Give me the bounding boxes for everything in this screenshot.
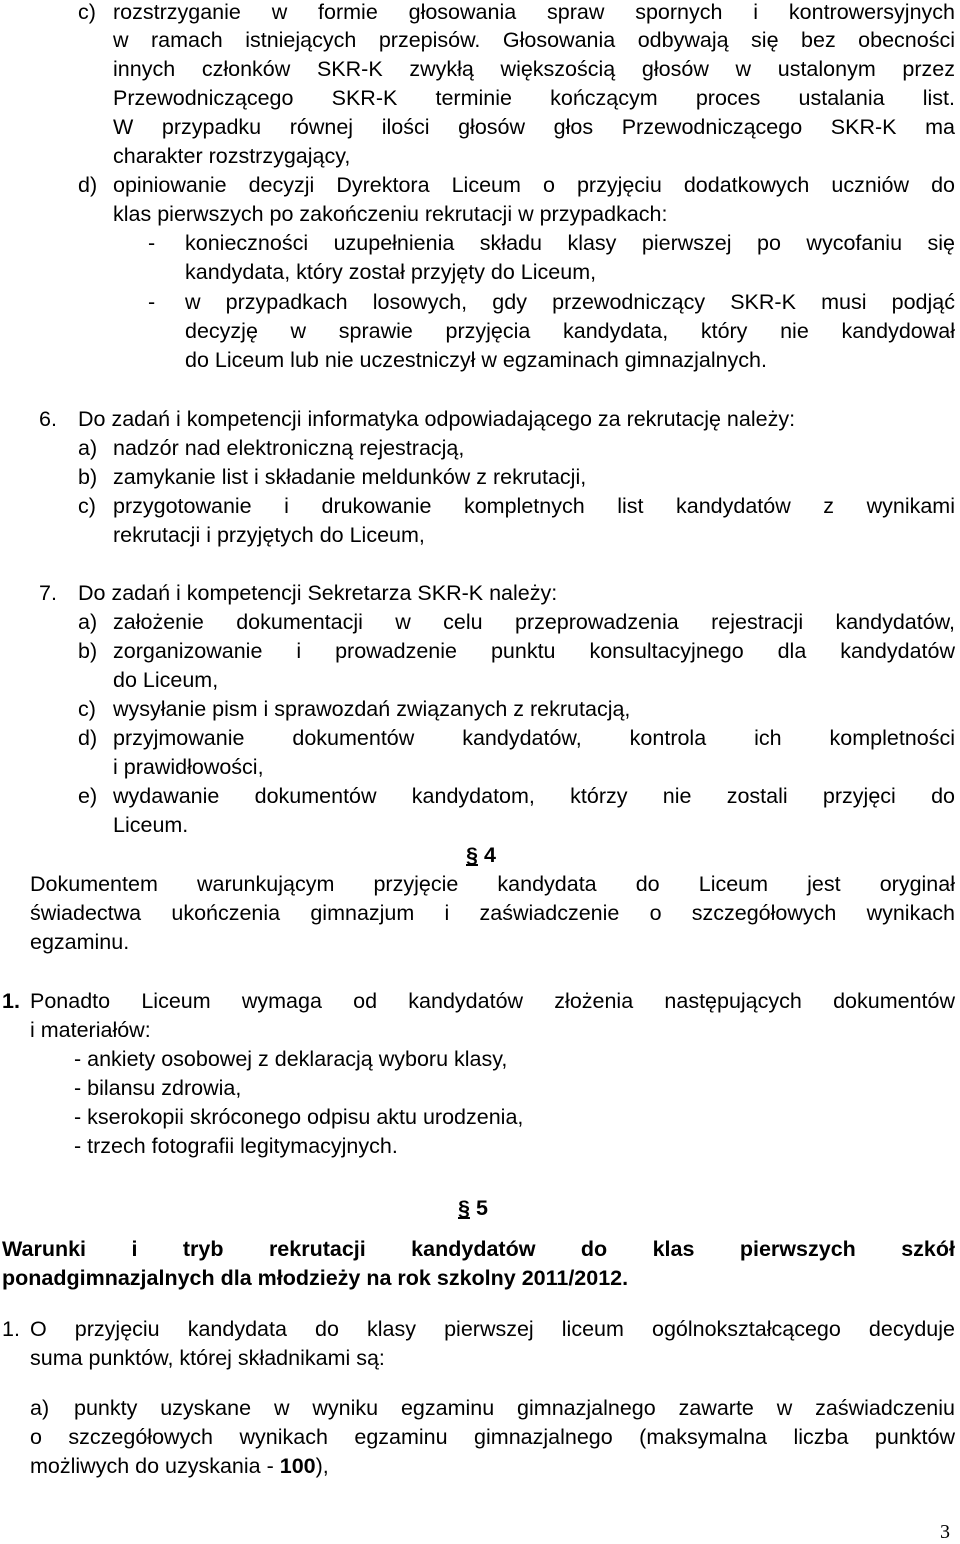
dash-marker: - [148, 290, 156, 314]
paragraph-line [30, 1452, 329, 1480]
paragraph-line: kandydata, który został przyjęty do Liceum, [185, 260, 597, 284]
paragraph-line: Dokumentem warunkującym przyjęcie kandydata do Liceum jest oryginał [30, 872, 955, 896]
list-item: - kserokopii skróconego odpisu aktu urodzenia, [74, 1105, 524, 1129]
list-item: - trzech fotografii legitymacyjnych. [74, 1134, 398, 1158]
paragraph-line: O przyjęciu kandydata do klasy pierwszej liceum ogólnokształcącego decyduje [30, 1317, 955, 1341]
list-item: i prawidłowości, [113, 755, 264, 779]
section-title: Warunki i tryb rekrutacji kandydatów do klas pierwszych szkół [2, 1237, 955, 1261]
paragraph-line: W przypadku równej ilości głosów głos Przewodniczącego SKR-K ma [113, 115, 955, 139]
paragraph-line: Do zadań i kompetencji informatyka odpowiadającego za rekrutację należy: [78, 407, 796, 431]
paragraph-line: w ramach istniejących przepisów. Głosowania odbywają się bez obecności [113, 28, 955, 52]
list-marker-b: b) [78, 639, 98, 663]
section-number: 4 [483, 843, 496, 867]
list-marker-b: b) [78, 465, 98, 489]
list-marker-a: a) [78, 610, 98, 634]
list-item: - bilansu zdrowia, [74, 1076, 242, 1100]
paragraph-line: rozstrzyganie w formie głosowania spraw spornych i kontrowersyjnych [113, 0, 955, 24]
paragraph-line: innych członków SKR-K zwykłą większością głosów w ustalonym przez [113, 57, 955, 81]
paragraph-line: konieczności uzupełnienia składu klasy pierwszej po wycofaniu się [185, 231, 955, 255]
section-heading [458, 1194, 488, 1222]
list-item: nadzór nad elektroniczną rejestracją, [113, 436, 465, 460]
paragraph-line: w przypadkach losowych, gdy przewodniczący SKR-K musi podjąć [185, 290, 955, 314]
paragraph-line: decyzję w sprawie przyjęcia kandydata, który nie kandydował [185, 319, 955, 343]
section-number: 5 [475, 1196, 488, 1220]
list-marker-e: e) [78, 784, 98, 808]
list-marker-d: d) [78, 726, 98, 750]
paragraph-line: i materiałów: [30, 1018, 151, 1042]
paragraph-line: Przewodniczącego SKR-K terminie kończącym proces ustalania list. [113, 86, 955, 110]
text-run: ), [315, 1454, 329, 1478]
paragraph-number: 6. [39, 407, 57, 431]
dash-marker: - [148, 231, 156, 255]
paragraph-line: klas pierwszych po zakończeniu rekrutacji w przypadkach: [113, 202, 668, 226]
list-item: rekrutacji i przyjętych do Liceum, [113, 523, 425, 547]
paragraph-line: o szczegółowych wynikach egzaminu gimnazjalnego (maksymalna liczba punktów [30, 1425, 955, 1449]
list-item: przygotowanie i drukowanie kompletnych list kandydatów z wynikami [113, 494, 955, 518]
list-item: zamykanie list i składanie meldunków z rekrutacji, [113, 465, 587, 489]
paragraph-line: Do zadań i kompetencji Sekretarza SKR-K należy: [78, 581, 558, 605]
list-marker-d: d) [78, 173, 98, 197]
list-item: wysyłanie pism i sprawozdań związanych z rekrutacją, [113, 697, 631, 721]
list-marker-a: a) [30, 1396, 50, 1420]
paragraph-line: punkty uzyskane w wyniku egzaminu gimnazjalnego zawarte w zaświadczeniu [74, 1396, 955, 1420]
paragraph-line: Ponadto Liceum wymaga od kandydatów złożenia następujących dokumentów [30, 989, 955, 1013]
list-item: - ankiety osobowej z deklaracją wyboru klasy, [74, 1047, 508, 1071]
page-number: 3 [940, 1521, 950, 1543]
list-item: założenie dokumentacji w celu przeprowadzenia rejestracji kandydatów, [113, 610, 955, 634]
max-points-value: 100 [279, 1454, 316, 1478]
list-item: do Liceum, [113, 668, 219, 692]
paragraph-line: egzaminu. [30, 930, 130, 954]
paragraph-line: suma punktów, której składnikami są: [30, 1346, 385, 1370]
text-run: możliwych do uzyskania - [30, 1454, 280, 1478]
list-marker-c: c) [78, 697, 96, 721]
list-item: wydawanie dokumentów kandydatom, którzy nie zostali przyjęci do [113, 784, 955, 808]
section-sign: § [466, 843, 478, 867]
list-item: zorganizowanie i prowadzenie punktu konsultacyjnego dla kandydatów [113, 639, 955, 663]
list-item: przyjmowanie dokumentów kandydatów, kontrola ich kompletności [113, 726, 955, 750]
paragraph-number: 7. [39, 581, 57, 605]
section-sign: § [458, 1196, 470, 1220]
paragraph-number: 1. [2, 989, 20, 1013]
paragraph-number: 1. [2, 1317, 20, 1341]
list-item: Liceum. [113, 813, 189, 837]
paragraph-line: opiniowanie decyzji Dyrektora Liceum o przyjęciu dodatkowych uczniów do [113, 173, 955, 197]
paragraph-line: do Liceum lub nie uczestniczył w egzaminach gimnazjalnych. [185, 348, 767, 372]
list-marker-c: c) [78, 0, 96, 24]
paragraph-line: charakter rozstrzygający, [113, 144, 351, 168]
paragraph-line: świadectwa ukończenia gimnazjum i zaświadczenie o szczegółowych wynikach [30, 901, 955, 925]
list-marker-a: a) [78, 436, 98, 460]
section-heading [466, 841, 496, 869]
section-title: ponadgimnazjalnych dla młodzieży na rok szkolny 2011/2012. [2, 1266, 629, 1290]
list-marker-c: c) [78, 494, 96, 518]
